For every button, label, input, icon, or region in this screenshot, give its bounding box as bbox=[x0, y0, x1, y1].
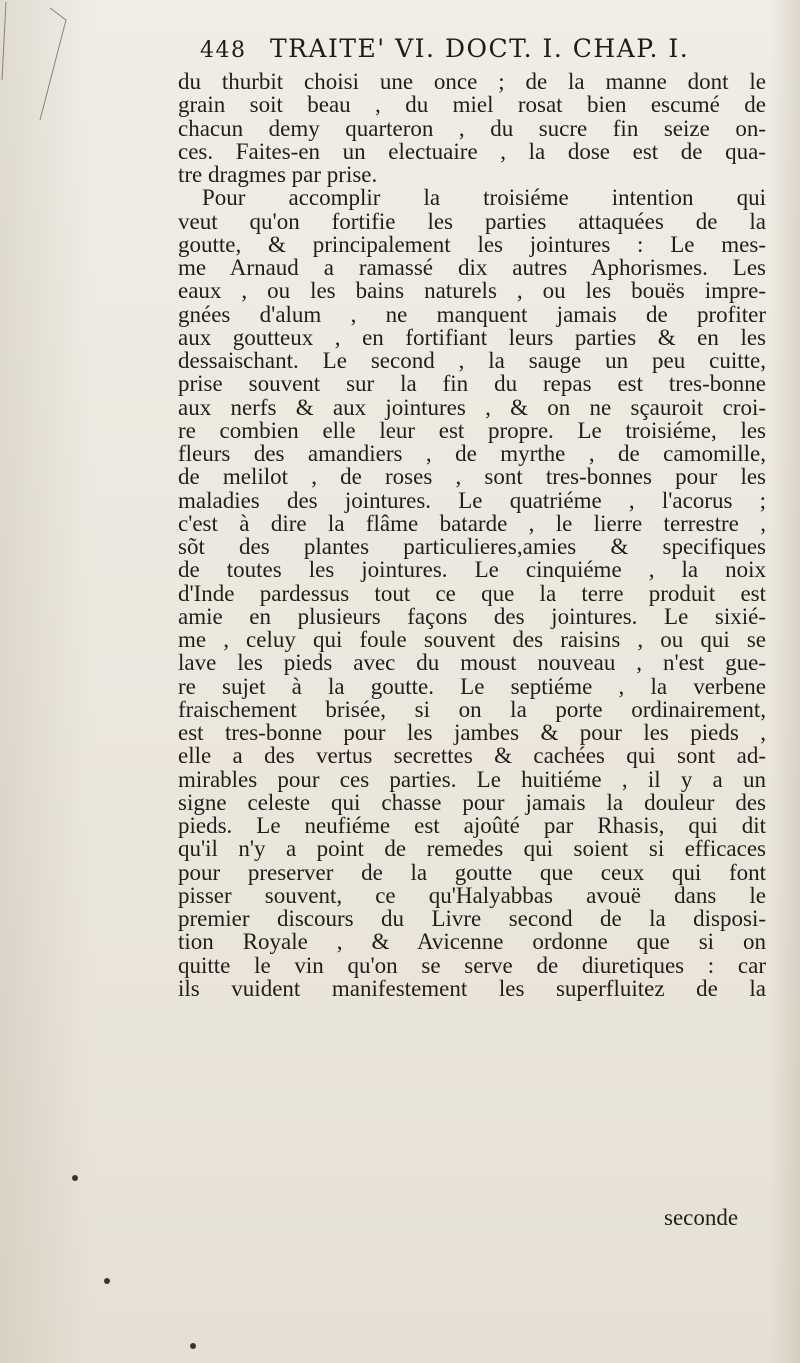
text-line: me , celuy qui foule souvent des raisins , ou qui se bbox=[178, 627, 766, 652]
chapter-title: TRAITE' VI. DOCT. I. CHAP. I. bbox=[269, 34, 690, 63]
text-line: ces. Faites-en un electuaire , la dose est de qua- bbox=[178, 138, 766, 164]
text-line: premier discours du Livre second de la disposi- bbox=[178, 906, 766, 931]
text-line: aux nerfs & aux jointures , & on ne sçauroit croi- bbox=[178, 394, 766, 420]
text-line: grain soit beau , du miel rosat bien escumé de bbox=[178, 92, 766, 118]
text-line: tion Royale , & Avicenne ordonne que si on bbox=[178, 929, 766, 955]
text-line: veut qu'on fortifie les parties attaquées de la bbox=[178, 208, 766, 234]
text-line: me Arnaud a ramassé dix autres Aphorismes. Les bbox=[178, 255, 766, 280]
text-line: de toutes les jointures. Le cinquiéme , la noix bbox=[178, 557, 766, 583]
text-line: goutte, & principalement les jointures : Le mes- bbox=[178, 231, 766, 257]
text-line: amie en plusieurs façons des jointures. Le sixié- bbox=[178, 603, 766, 629]
text-line: eaux , ou les bains naturels , ou les bouës impre- bbox=[178, 278, 766, 304]
text-line: lave les pieds avec du moust nouveau , n'est gue- bbox=[178, 650, 766, 676]
text-line: sõt des plantes particulieres,amies & specifiques bbox=[178, 534, 766, 559]
text-line: gnées d'alum , ne manquent jamais de profiter bbox=[178, 301, 766, 327]
text-line: aux goutteux , en fortifiant leurs parties & en les bbox=[178, 324, 766, 350]
text-line: chacun demy quarteron , du sucre fin seize on- bbox=[178, 115, 766, 141]
text-line: fraischement brisée, si on la porte ordinairement, bbox=[178, 696, 766, 722]
text-line: ils vuident manifestement les superfluitez de la bbox=[178, 975, 766, 1001]
text-line: pieds. Le neufiéme est ajoûté par Rhasis, qui dit bbox=[178, 813, 766, 838]
catchword: seconde bbox=[664, 1205, 739, 1230]
page-number: 448 bbox=[200, 38, 247, 63]
ink-speck bbox=[190, 1343, 196, 1349]
text-line: prise souvent sur la fin du repas est tres-bonne bbox=[178, 371, 766, 397]
text-line: de melilot , de roses , sont tres-bonnes pour les bbox=[178, 464, 766, 490]
ink-speck bbox=[72, 1175, 78, 1181]
text-line: pour preserver de la goutte que ceux qui font bbox=[178, 859, 766, 885]
text-line: pisser souvent, ce qu'Halyabbas avouë dans le bbox=[178, 882, 766, 908]
text-line: c'est à dire la flâme batarde , le lierre terrestre , bbox=[178, 510, 766, 536]
text-line: d'Inde pardessus tout ce que la terre produit est bbox=[178, 580, 766, 606]
paragraph-start-line: Pour accomplir la troisiéme intention qui bbox=[202, 185, 766, 211]
text-line: quitte le vin qu'on se serve de diuretiques : car bbox=[178, 952, 766, 978]
page-edge-shadow bbox=[770, 0, 800, 1363]
text-line: re combien elle leur est propre. Le troisiéme, les bbox=[178, 417, 766, 443]
page-gutter-shadow bbox=[0, 0, 90, 1363]
text-line: signe celeste qui chasse pour jamais la douleur des bbox=[178, 789, 766, 815]
text-line: maladies des jointures. Le quatriéme , l'acorus ; bbox=[178, 487, 766, 513]
text-line: qu'il n'y a point de remedes qui soient si efficaces bbox=[178, 836, 766, 862]
text-line: re sujet à la goutte. Le septiéme , la verbene bbox=[178, 673, 766, 699]
running-head bbox=[200, 34, 770, 74]
text-line: mirables pour ces parties. Le huitiéme , il y a un bbox=[178, 766, 766, 792]
text-line: fleurs des amandiers , de myrthe , de camomille, bbox=[178, 441, 766, 466]
body-text bbox=[178, 70, 766, 1000]
ink-speck bbox=[104, 1278, 110, 1284]
text-line: dessaischant. Le second , la sauge un peu cuitte, bbox=[178, 348, 766, 373]
text-line: tre dragmes par prise. bbox=[178, 162, 378, 187]
paper-crease-mark bbox=[0, 0, 80, 140]
text-line: du thurbit choisi une once ; de la manne dont le bbox=[178, 69, 766, 94]
text-line: est tres-bonne pour les jambes & pour les pieds , bbox=[178, 720, 766, 745]
text-line: elle a des vertus secrettes & cachées qui sont ad- bbox=[178, 743, 766, 769]
